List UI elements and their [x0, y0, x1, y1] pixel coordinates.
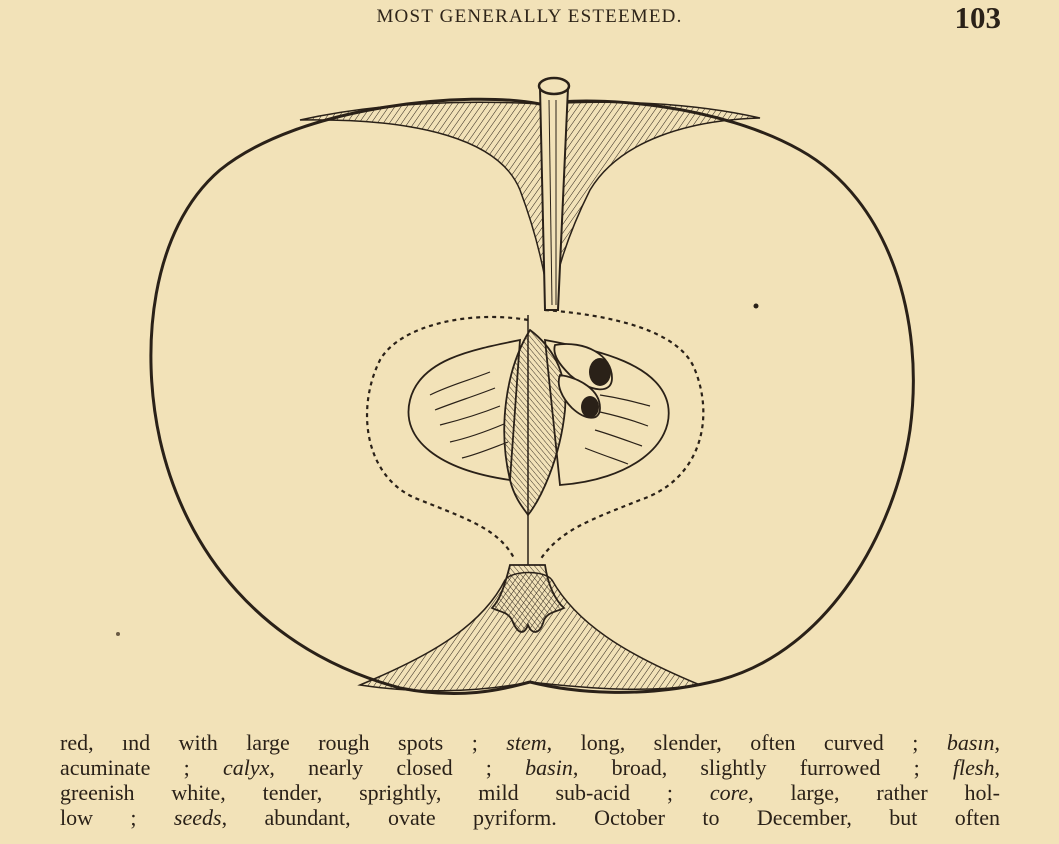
page-number: 103 — [954, 0, 1001, 35]
text-line: greenish white, tender, sprightly, mild sub-acid ; core, large, rather hol- — [60, 780, 1000, 805]
description-paragraph — [60, 730, 1000, 830]
stem-cavity — [300, 102, 760, 310]
running-head — [0, 0, 1059, 40]
stem-tip — [539, 78, 569, 94]
running-title: MOST GENERALLY ESTEEMED. — [376, 6, 683, 27]
text-line: acuminate ; calyx, nearly closed ; basin, broad, slightly furrowed ; flesh, — [60, 755, 1000, 780]
left-seed-chamber — [408, 340, 520, 480]
text-line: low ; seeds, abundant, ovate pyriform. October to December, but often — [60, 805, 1000, 830]
apple-cross-section-illustration — [0, 60, 1059, 720]
text-line: red, ınd with large rough spots ; stem, long, slender, often curved ; basın, — [60, 730, 1001, 755]
stem — [540, 88, 568, 310]
